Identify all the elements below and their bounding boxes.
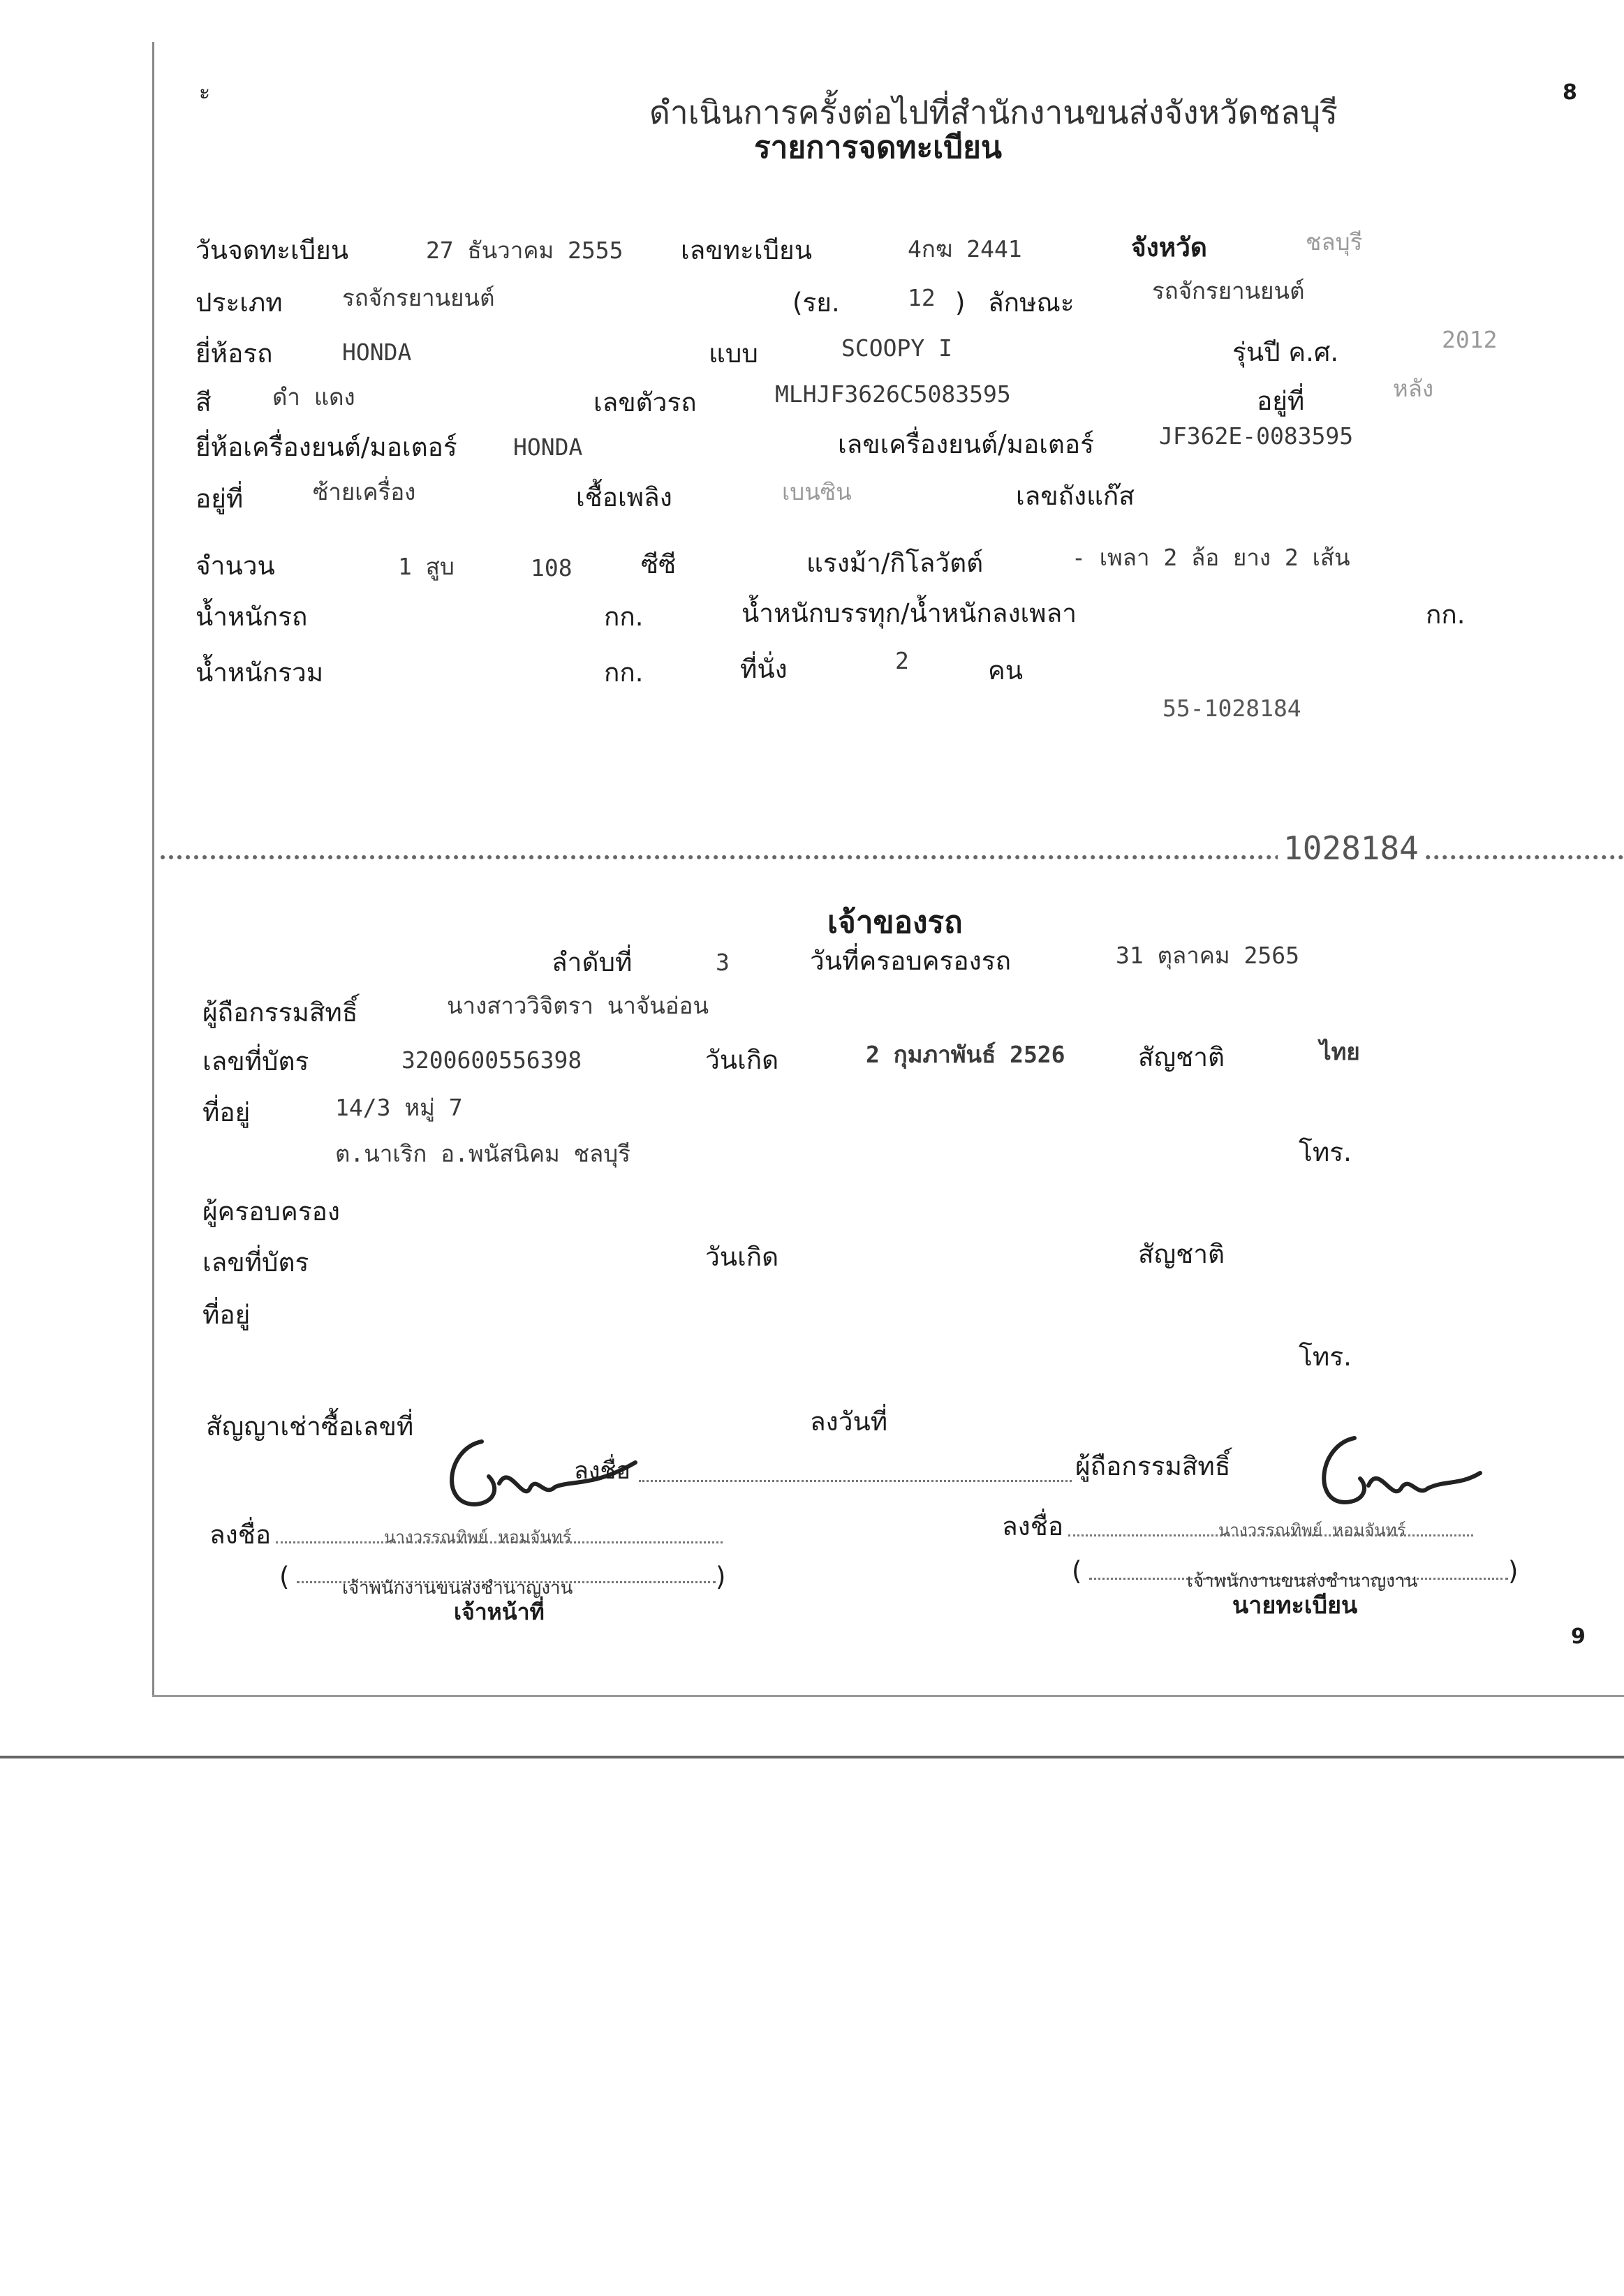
seats-unit: คน — [988, 656, 1024, 686]
count-label: จำนวน — [195, 551, 275, 581]
owner-address-line2: ต.นาเริก อ.พนัสนิคม ชลบุรี — [335, 1140, 630, 1167]
engine-loc-label: อยู่ที่ — [195, 484, 244, 514]
type-label: ประเภท — [195, 288, 283, 318]
owner-address-line1: 14/3 หมู่ 7 — [335, 1094, 463, 1121]
possessor-id-label: เลขที่บัตร — [202, 1247, 309, 1277]
page-number-bottom: 9 — [1571, 1624, 1586, 1649]
page-number-top: 8 — [1563, 80, 1577, 105]
char-label: ลักษณะ — [988, 288, 1075, 318]
reg-date-value: 27 ธันวาคม 2555 — [426, 237, 623, 264]
registrar-name: นางวรรณทิพย์ หอมจันทร์ — [1218, 1520, 1406, 1540]
holder-value: นางสาววิจิตรา นาจันอ่อน — [447, 992, 709, 1019]
fuel-label: เชื้อเพลิง — [576, 482, 672, 512]
owner-nationality-label: สัญชาติ — [1138, 1042, 1225, 1072]
gross-weight-unit: กก. — [604, 658, 644, 688]
chassis-label: เลขตัวรถ — [593, 387, 697, 417]
year-value: 2012 — [1442, 326, 1498, 353]
owner-seq-value: 3 — [716, 949, 730, 976]
gas-tank-label: เลขถังแก๊ส — [1016, 481, 1135, 511]
registrar-sign-label: ลงชื่อ — [1002, 1511, 1064, 1541]
color-label: สี — [195, 387, 212, 417]
owner-dob-value: 2 กุมภาพันธ์ 2526 — [866, 1041, 1065, 1068]
axle-info-value: - เพลา 2 ล้อ ยาง 2 เส้น — [1072, 544, 1350, 571]
page-left-border — [152, 42, 154, 1696]
gross-weight-label: น้ำหนักรวม — [195, 658, 324, 688]
registrar-role: นายทะเบียน — [1232, 1592, 1358, 1620]
color-value: ดำ แดง — [272, 383, 355, 410]
engine-brand-value: HONDA — [513, 434, 583, 461]
divider-number: 1028184 — [1278, 832, 1424, 864]
load-unit: กก. — [1426, 600, 1466, 630]
document-code: 55-1028184 — [1162, 695, 1301, 722]
type-code-close: ) — [955, 288, 966, 318]
possessor-address-label: ที่อยู่ — [202, 1300, 251, 1330]
officer-sign-label: ลงชื่อ — [209, 1520, 272, 1550]
ownership-date-label: วันที่ครอบครองรถ — [810, 946, 1011, 976]
owner-id-value: 3200600556398 — [401, 1046, 582, 1074]
province-value: ชลบุรี — [1306, 228, 1363, 255]
officer-paren-close: ) — [716, 1562, 726, 1592]
seats-label: ที่นั่ง — [740, 654, 788, 684]
owner-id-label: เลขที่บัตร — [202, 1046, 309, 1076]
engine-loc-value: ซ้ายเครื่อง — [313, 478, 416, 505]
chassis-loc-label: อยู่ที่ — [1257, 386, 1305, 416]
cylinders-value: 1 สูบ — [398, 553, 455, 580]
owner-section-title: เจ้าของรถ — [827, 905, 963, 940]
holder-sign-label: ผู้ถือกรรมสิทธิ์ — [1075, 1451, 1231, 1481]
brand-value: HONDA — [342, 339, 412, 366]
page-bottom-border — [152, 1695, 1624, 1697]
possessor-tel-label: โทร. — [1299, 1342, 1352, 1372]
type-value: รถจักรยานยนต์ — [342, 284, 495, 311]
chassis-value: MLHJF3626C5083595 — [775, 380, 1011, 408]
plate-value: 4กฆ 2441 — [908, 235, 1022, 262]
power-label: แรงม้า/กิโลวัตต์ — [806, 548, 984, 578]
registrar-signature — [1306, 1424, 1487, 1515]
fuel-value: เบนซิน — [782, 478, 852, 505]
registrar-position: เจ้าพนักงานขนส่งชำนาญงาน — [1187, 1571, 1418, 1592]
weight-label: น้ำหนักรถ — [195, 602, 308, 632]
next-action-note: ดำเนินการครั้งต่อไปที่สำนักงานขนส่งจังหวัดชลบุรี — [649, 94, 1338, 131]
engine-no-label: เลขเครื่องยนต์/มอเตอร์ — [838, 429, 1095, 459]
seats-value: 2 — [895, 647, 909, 674]
load-label: น้ำหนักบรรทุก/น้ำหนักลงเพลา — [741, 598, 1077, 628]
type-code-value: 12 — [908, 284, 936, 311]
brand-label: ยี่ห้อรถ — [195, 339, 273, 369]
reg-date-label: วันจดทะเบียน — [195, 235, 349, 265]
lease-contract-label: สัญญาเช่าซื้อเลขที่ — [206, 1412, 414, 1442]
engine-brand-label: ยี่ห้อเครื่องยนต์/มอเตอร์ — [195, 432, 457, 462]
scan-edge-line — [0, 1756, 1624, 1758]
char-value: รถจักรยานยนต์ — [1152, 277, 1305, 304]
page-title: รายการจดทะเบียน — [754, 130, 1002, 165]
owner-seq-label: ลำดับที่ — [552, 947, 633, 977]
cc-label: ซีซี — [641, 549, 677, 579]
holder-label: ผู้ถือกรรมสิทธิ์ — [202, 998, 358, 1028]
model-value: SCOOPY I — [841, 334, 952, 362]
officer-position: เจ้าพนักงานขนส่งชำนาญงาน — [342, 1578, 573, 1599]
province-label: จังหวัด — [1131, 232, 1207, 262]
type-code-open: (รย. — [792, 288, 840, 318]
registrar-paren-open: ( — [1072, 1556, 1082, 1586]
holder-sign-line — [639, 1480, 1072, 1482]
engine-no-value: JF362E-0083595 — [1159, 422, 1354, 450]
owner-address-label: ที่อยู่ — [202, 1097, 251, 1127]
officer-paren-open: ( — [279, 1562, 290, 1592]
owner-tel-label: โทร. — [1299, 1137, 1352, 1167]
officer-role: เจ้าหน้าที่ — [454, 1599, 545, 1625]
weight-unit: กก. — [604, 602, 644, 632]
officer-name: นางวรรณทิพย์ หอมจันทร์ — [384, 1527, 572, 1547]
sign-date-label: ลงวันที่ — [810, 1407, 888, 1437]
registrar-paren-close: ) — [1508, 1556, 1519, 1586]
possessor-label: ผู้ครอบครอง — [202, 1197, 340, 1227]
plate-label: เลขทะเบียน — [681, 235, 812, 265]
possessor-dob-label: วันเกิด — [705, 1242, 779, 1272]
owner-nationality-value: ไทย — [1320, 1038, 1360, 1065]
corner-mark: ะ — [199, 80, 211, 105]
chassis-loc-value: หลัง — [1393, 375, 1434, 402]
possessor-nationality-label: สัญชาติ — [1138, 1239, 1225, 1269]
year-label: รุ่นปี ค.ศ. — [1232, 337, 1339, 367]
model-label: แบบ — [709, 339, 758, 369]
cc-value: 108 — [531, 554, 573, 582]
holder-sign-prefix: ลงชื่อ — [574, 1457, 630, 1485]
ownership-date-value: 31 ตุลาคม 2565 — [1116, 942, 1299, 969]
owner-dob-label: วันเกิด — [705, 1045, 779, 1075]
